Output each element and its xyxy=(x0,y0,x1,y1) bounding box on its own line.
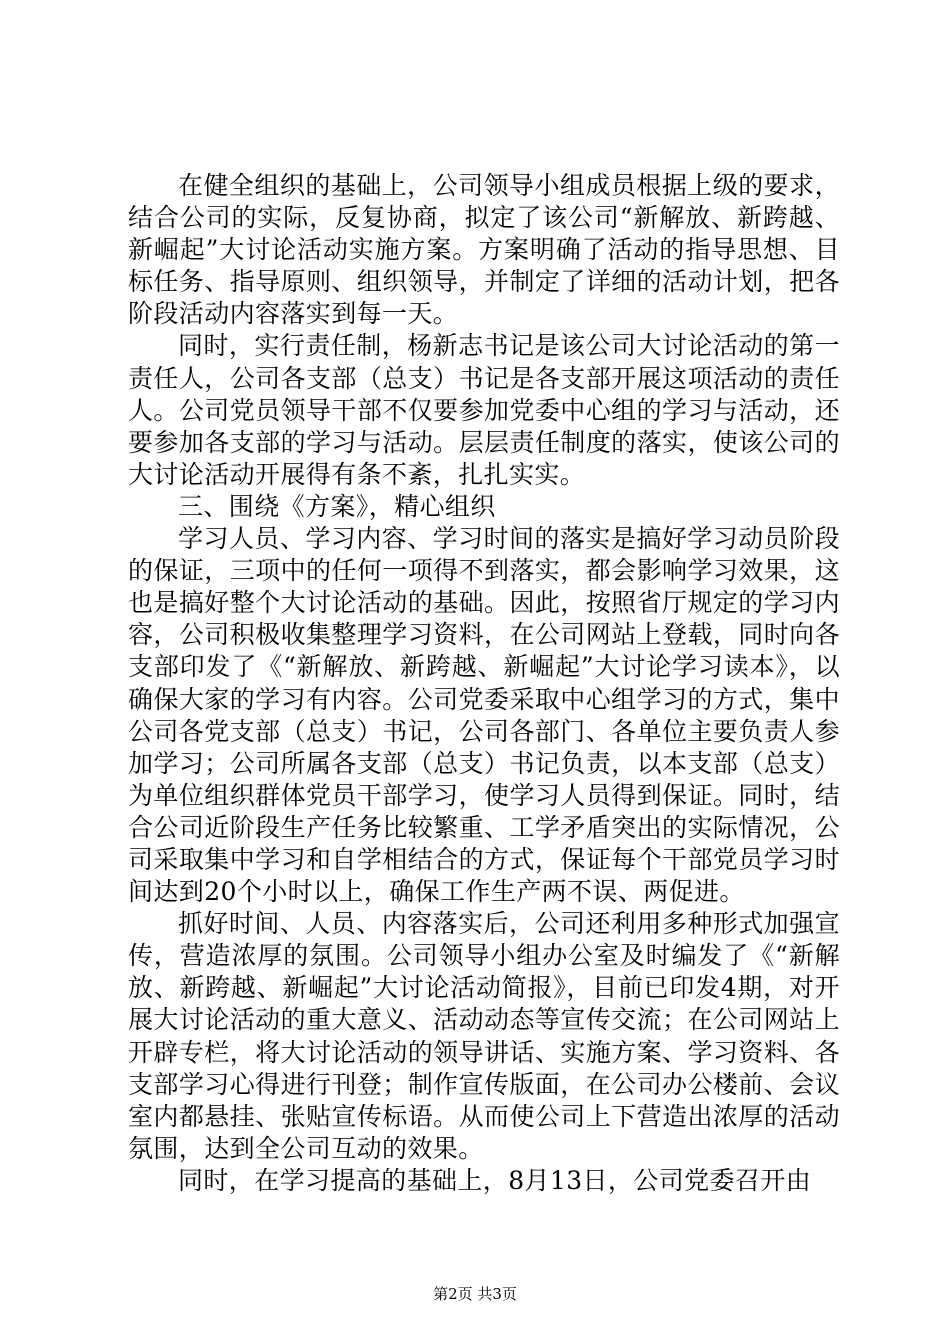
page-footer: 第2页 共3页 xyxy=(433,1285,517,1303)
paragraph-5: 同时，在学习提高的基础上，8月13日，公司党委召开由 xyxy=(178,1165,812,1195)
paragraph-2: 同时，实行责任制，杨新志书记是该公司大讨论活动的第一责任人，公司各支部（总支）书记是各支部开展这项活动的责任人。公司党员领导干部不仅要参加党委中心组的学习与活动，还要参加各支部的学习与活动。层层责任制度的落实，使该公司的大讨论活动开展得有条不紊，扎扎实实。 xyxy=(128,331,840,489)
paragraph-4: 抓好时间、人员、内容落实后，公司还利用多种形式加强宣传，营造浓厚的氛围。公司领导小组办公室及时编发了《“新解放、新跨越、新崛起”大讨论活动简报》，目前已印发4期，对开展大讨论活动的重大意义、活动动态等宣传交流；在公司网站上开辟专栏，将大讨论活动的领导讲话、实施方案、学习资料、各支部学习心得进行刊登；制作宣传版面，在公司办公楼前、会议室内都悬挂、张贴宣传标语。从而使公司上下营造出浓厚的活动氛围，达到全公司互动的效果。 xyxy=(128,909,840,1163)
document-body xyxy=(128,170,840,1197)
section-heading: 三、围绕《方案》，精心组织 xyxy=(178,491,496,521)
paragraph-3: 学习人员、学习内容、学习时间的落实是搞好学习动员阶段的保证，三项中的任何一项得不到落实，都会影响学习效果，这也是搞好整个大讨论活动的基础。因此，按照省厅规定的学习内容，公司积极收集整理学习资料，在公司网站上登载，同时向各支部印发了《“新解放、新跨越、新崛起”大讨论学习读本》，以确保大家的学习有内容。公司党委采取中心组学习的方式，集中公司各党支部（总支）书记，公司各部门、各单位主要负责人参加学习；公司所属各支部（总支）书记负责，以本支部（总支）为单位组织群体党员干部学习，使学习人员得到保证。同时，结合公司近阶段生产任务比较繁重、工学矛盾突出的实际情况，公司采取集中学习和自学相结合的方式，保证每个干部党员学习时间达到20个小时以上，确保工作生产两不误、两促进。 xyxy=(128,524,840,907)
paragraph-1: 在健全组织的基础上，公司领导小组成员根据上级的要求，结合公司的实际，反复协商，拟定了该公司“新解放、新跨越、新崛起”大讨论活动实施方案。方案明确了活动的指导思想、目标任务、指导原则、组织领导，并制定了详细的活动计划，把各阶段活动内容落实到每一天。 xyxy=(128,171,840,329)
